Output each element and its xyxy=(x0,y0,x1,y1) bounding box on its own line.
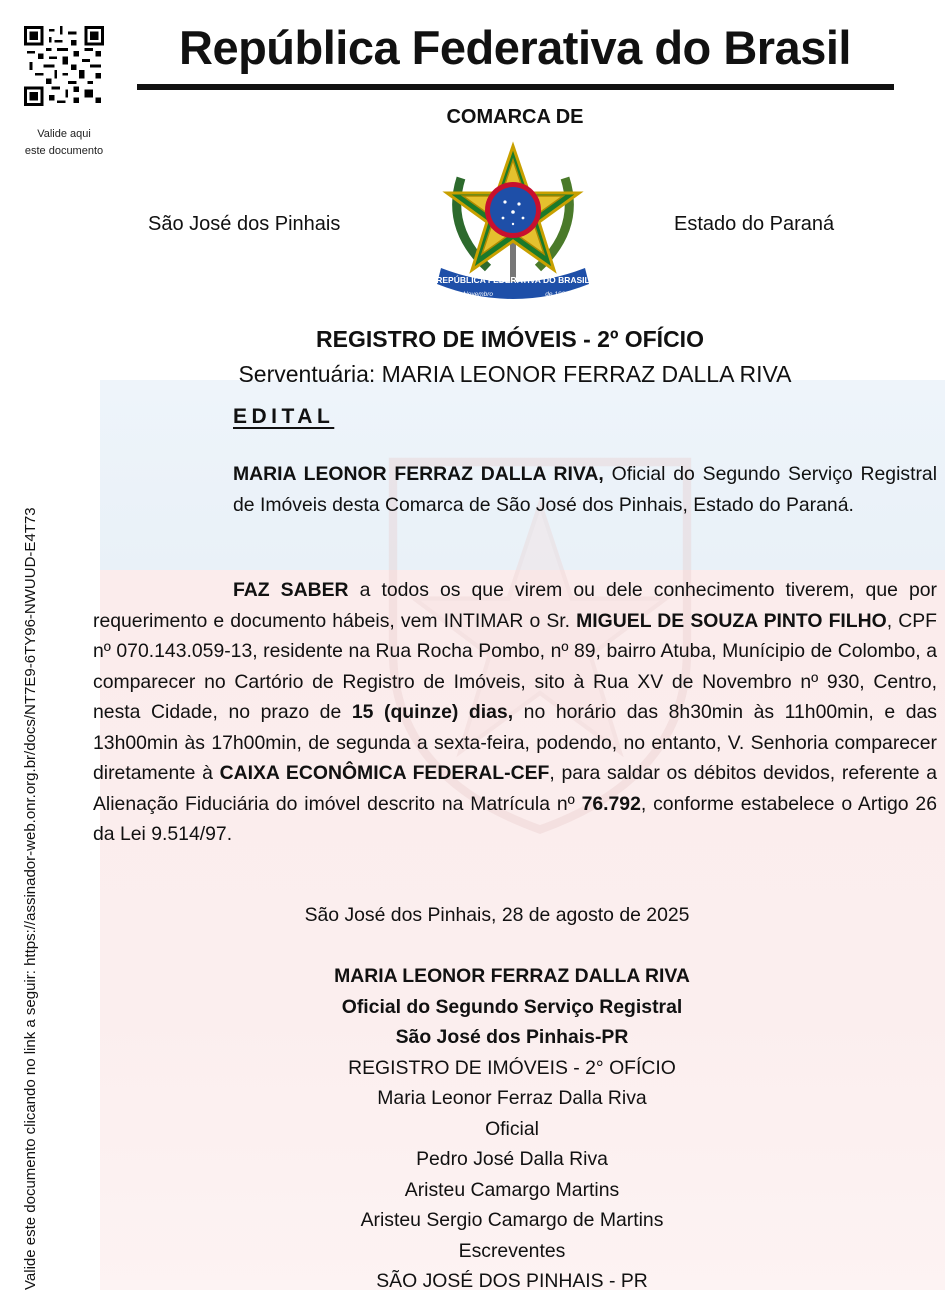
side-validation-link[interactable]: Valide este documento clicando no link a seguir: https://assinador-web.onr.org.br/docs/NT7E9-6TY96-NWUUD-E4T73 xyxy=(22,507,39,1290)
notice-text-3: no horário das 8h30min às 11h00min, e das 13h00min às 17h00min, de segunda a sexta-feira, podendo, no entanto, V. Senhoria comparecer diretamente à xyxy=(93,701,937,784)
serventuaria-line: Serventuária: MARIA LEONOR FERRAZ DALLA RIVA xyxy=(238,361,792,387)
intro-paragraph xyxy=(233,459,937,520)
matricula-number-bold: 76.792 xyxy=(581,792,641,815)
coat-of-arms-emblem xyxy=(432,138,594,308)
stamp-line: Aristeu Camargo Martins xyxy=(404,1178,620,1201)
title-underline xyxy=(137,84,894,90)
notice-text-5: , conforme estabelece o Artigo 26 da Lei 9.514/97. xyxy=(93,792,937,845)
notice-text-2: , CPF nº 070.143.059-13, residente na Rua Rocha Pombo, nº 89, bairro Atuba, Munícipio de Colombo, a comparecer no Cartório de Registro de Imóveis, sito à Rua XV de Novembro nº 930, Centro, nesta Cidade, no prazo de xyxy=(93,609,938,723)
coat-ribbon-text: REPÚBLICA FEDERATIVA DO BRASIL xyxy=(436,275,590,285)
coat-date-right: de 1889 xyxy=(545,291,569,298)
notice-paragraph xyxy=(93,575,937,850)
stamp-line: Pedro José Dalla Riva xyxy=(416,1148,608,1170)
faz-saber-bold: FAZ SABER xyxy=(233,579,349,601)
official-name-bold: MARIA LEONOR FERRAZ DALLA RIVA, xyxy=(233,463,604,485)
deadline-bold: 15 (quinze) dias, xyxy=(351,701,514,723)
signer-name: MARIA LEONOR FERRAZ DALLA RIVA xyxy=(334,965,690,987)
comarca-label: COMARCA DE xyxy=(446,106,584,128)
qr-caption-line2: este documento xyxy=(24,145,104,157)
signer-location: São José dos Pinhais-PR xyxy=(395,1026,629,1048)
notice-text-1: a todos os que virem ou dele conhecimento tiverem, que por requerimento e documento hábeis, vem INTIMAR o Sr. xyxy=(93,579,937,632)
stamp-line: Oficial xyxy=(485,1117,539,1140)
stamp-line: Maria Leonor Ferraz Dalla Riva xyxy=(377,1087,647,1109)
state-label: Estado do Paraná xyxy=(674,213,835,235)
signer-role: Oficial do Segundo Serviço Registral xyxy=(341,995,683,1018)
stamp-line: SÃO JOSÉ DOS PINHAIS - PR xyxy=(376,1270,648,1292)
debtor-name-bold: MIGUEL DE SOUZA PINTO FILHO xyxy=(576,609,887,632)
notice-text-4: , para saldar os débitos devidos, referente a Alienação Fiduciária do imóvel descrito na Matrícula nº xyxy=(93,762,937,815)
coat-date-left: 15 de Novembro xyxy=(444,291,494,298)
qr-caption xyxy=(16,126,112,160)
stamp-line: REGISTRO DE IMÓVEIS - 2° OFÍCIO xyxy=(348,1056,676,1079)
stamp-line: Escreventes xyxy=(458,1239,566,1262)
signature-block xyxy=(0,961,945,1297)
republic-title: República Federativa do Brasil xyxy=(179,21,851,74)
stamp-line: Aristeu Sergio Camargo de Martins xyxy=(360,1209,664,1231)
qr-caption-line1: Valide aqui xyxy=(37,128,91,140)
qr-code[interactable] xyxy=(24,26,104,106)
edital-heading: EDITAL xyxy=(233,405,335,428)
city-label: São José dos Pinhais xyxy=(148,213,341,235)
date-line: São José dos Pinhais, 28 de agosto de 2025 xyxy=(304,904,690,926)
registry-title: REGISTRO DE IMÓVEIS - 2º OFÍCIO xyxy=(316,326,704,352)
intro-text: Oficial do Segundo Serviço Registral de Imóveis desta Comarca de São José dos Pinhais, Estado do Paraná. xyxy=(233,463,938,516)
bank-name-bold: CAIXA ECONÔMICA FEDERAL-CEF xyxy=(219,762,550,784)
